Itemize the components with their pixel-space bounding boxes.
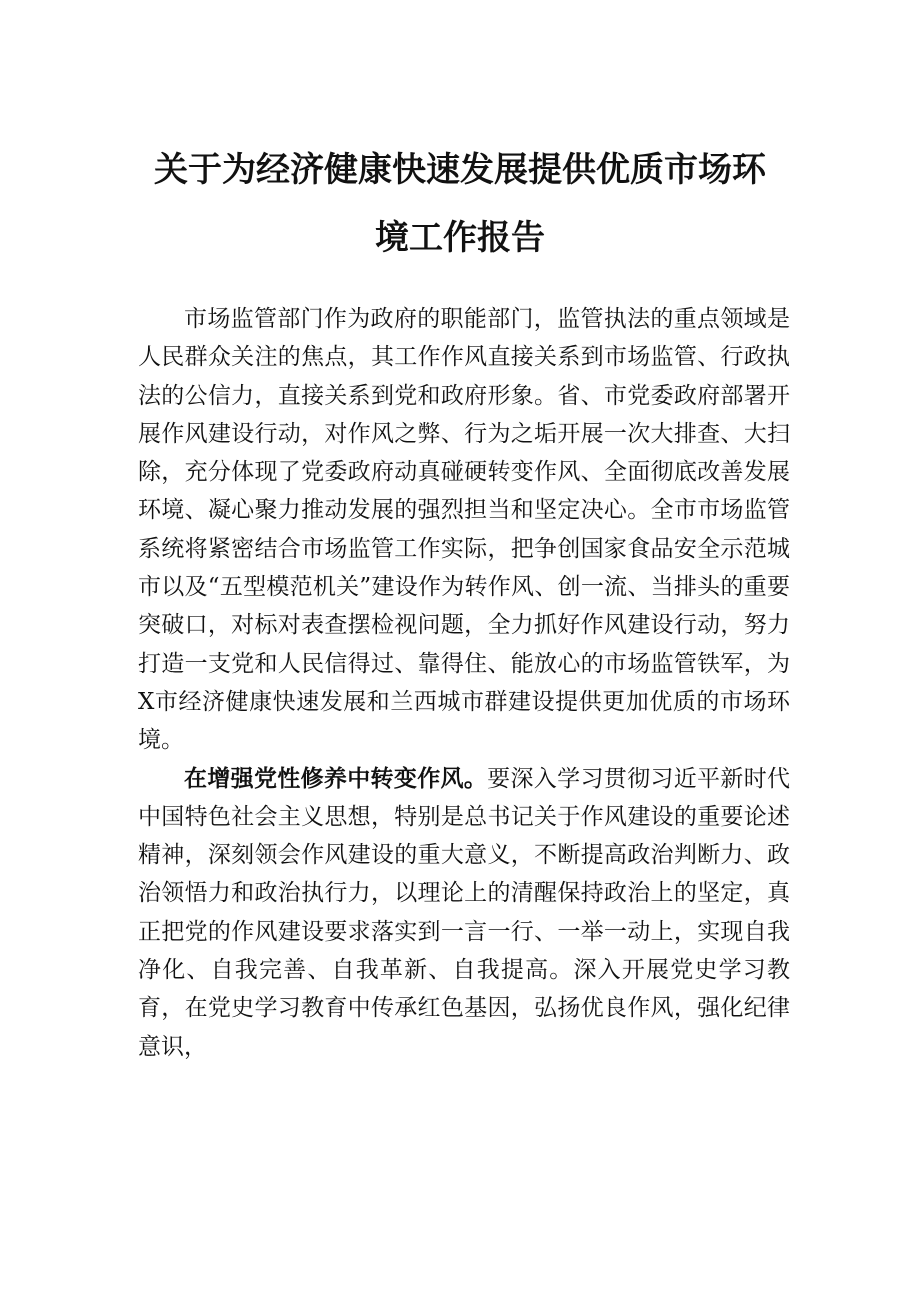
document-title-line-1: 关于为经济健康快速发展提供优质市场环 [154, 150, 766, 190]
paragraph-party-spirit [138, 760, 790, 1066]
paragraph-heading: 在增强党性修养中转变作风。 [184, 764, 488, 792]
paragraph-intro-text: 市场监管部门作为政府的职能部门，监管执法的重点领域是人民群众关注的焦点，其工作作风直接关系到市场监管、行政执法的公信力，直接关系到党和政府形象。省、市党委政府部署开展作风建设行动，对作风之弊、行为之垢开展一次大排查、大扫除，充分体现了党委政府动真碰硬转变作风、全面彻底改善发展环境、凝心聚力推动发展的强烈担当和坚定决心。全市市场监管系统将紧密结合市场监管工作实际，把争创国家食品安全示范城市以及“五型模范机关”建设作为转作风、创一流、当排头的重要突破口，对标对表查摆检视问题，全力抓好作风建设行动，努力打造一支党和人民信得过、靠得住、能放心的市场监管铁军，为X市经济健康快速发展和兰西城市群建设提供更加优质的市场环境。 [138, 306, 790, 754]
paragraph-intro [138, 300, 790, 760]
document-title-line-2: 境工作报告 [375, 218, 545, 258]
paragraph-party-spirit-text: 要深入学习贯彻习近平新时代中国特色社会主义思想，特别是总书记关于作风建设的重要论述精神，深刻领会作风建设的重大意义，不断提高政治判断力、政治领悟力和政治执行力，以理论上的清醒保持政治上的坚定，真正把党的作风建设要求落实到一言一行、一举一动上，实现自我净化、自我完善、自我革新、自我提高。深入开展党史学习教育，在党史学习教育中传承红色基因，弘扬优良作风，强化纪律意识， [138, 765, 791, 1060]
document-body [138, 300, 790, 1066]
